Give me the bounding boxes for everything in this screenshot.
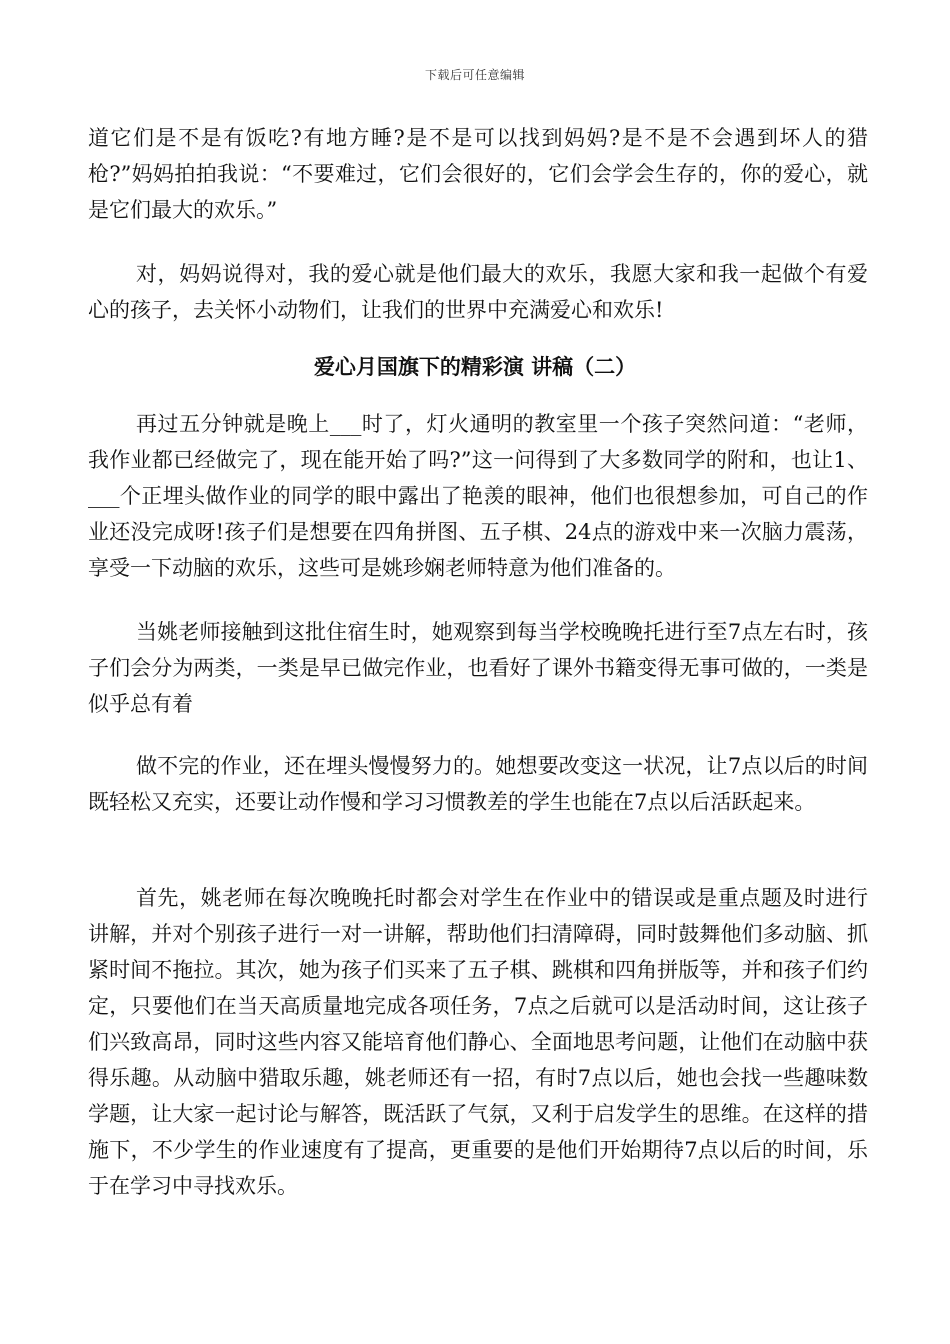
paragraph-observation: 当姚老师接触到这批住宿生时，她观察到每当学校晚晚托进行至7点左右时，孩子们会分为两类，一类是早已做完作业，也看好了课外书籍变得无事可做的，一类是似乎总有着 — [88, 620, 868, 716]
paragraph-closing: 对，妈妈说得对，我的爱心就是他们最大的欢乐，我愿大家和我一起做个有爱心的孩子，去关怀小动物们，让我们的世界中充满爱心和欢乐! — [88, 262, 868, 322]
paragraph-change: 做不完的作业，还在埋头慢慢努力的。她想要改变这一状况，让7点以后的时间既轻松又充实，还要让动作慢和学习习惯教差的学生也能在7点以后活跃起来。 — [88, 754, 868, 814]
page-header: 下载后可任意编辑 — [424, 68, 525, 82]
paragraph-intro: 再过五分钟就是晚上___时了，灯火通明的教室里一个孩子突然问道：“老师，我作业都已经做完了，现在能开始了吗?”这一问得到了大多数同学的附和，也让1、___个正埋头做作业的同学的眼中露出了艳羡的眼神，他们也很想参加，可自己的作业还没完成呀!孩子们是想要在四角拼图、五子棋、24点的游戏中来一次脑力震荡，享受一下动脑的欢乐，这些可是姚珍娴老师特意为他们准备的。 — [88, 412, 868, 580]
paragraph-continued: 道它们是不是有饭吃?有地方睡?是不是可以找到妈妈?是不是不会遇到坏人的猎枪?”妈妈拍拍我说：“不要难过，它们会很好的，它们会学会生存的，你的爱心，就是它们最大的欢乐。” — [88, 126, 868, 222]
paragraph-measures: 首先，姚老师在每次晚晚托时都会对学生在作业中的错误或是重点题及时进行讲解，并对个别孩子进行一对一讲解，帮助他们扫清障碍，同时鼓舞他们多动脑、抓紧时间不拖拉。其次，她为孩子们买来了五子棋、跳棋和四角拼版等，并和孩子们约定，只要他们在当天高质量地完成各项任务，7点之后就可以是活动时间，这让孩子们兴致高昂，同时这些内容又能培育他们静心、全面地思考问题，让他们在动脑中获得乐趣。从动脑中猎取乐趣，姚老师还有一招，有时7点以后，她也会找一些趣味数学题，让大家一起讨论与解答，既活跃了气氛，又利于启发学生的思维。在这样的措施下，不少学生的作业速度有了提高，更重要的是他们开始期待7点以后的时间，乐于在学习中寻找欢乐。 — [88, 886, 868, 1198]
section-title: 爱心月国旗下的精彩演 讲稿（二） — [313, 355, 637, 379]
